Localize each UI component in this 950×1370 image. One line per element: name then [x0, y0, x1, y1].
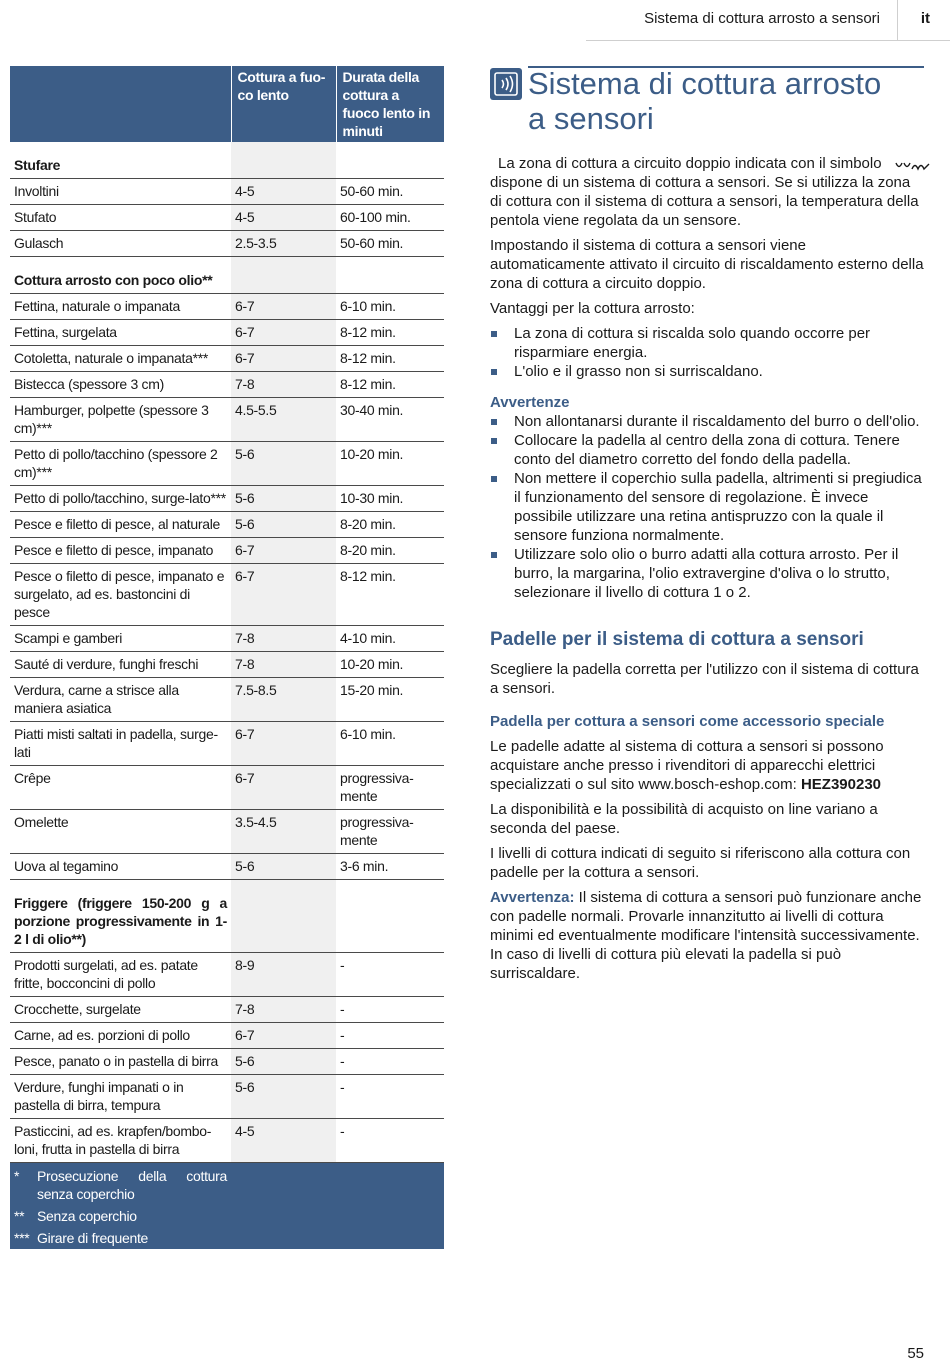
time-cell: -: [336, 1075, 444, 1119]
time-cell: 8-12 min.: [336, 320, 444, 346]
level-cell: 4-5: [231, 205, 336, 231]
table-row: [10, 652, 444, 678]
level-cell: 5-6: [231, 1049, 336, 1075]
dish-cell: Carne, ad es. porzioni di pollo: [10, 1023, 231, 1049]
level-cell: 8-9: [231, 953, 336, 997]
section-title: Sistema di cottura arrosto a sensori: [528, 66, 882, 136]
table-row: [10, 722, 444, 766]
table-row: [10, 626, 444, 652]
table-row: [10, 564, 444, 626]
level-cell: 7-8: [231, 372, 336, 398]
time-cell: 30-40 min.: [336, 398, 444, 442]
time-cell: 10-30 min.: [336, 486, 444, 512]
section-title: Stufare: [10, 142, 231, 179]
footnote-row: [10, 1227, 444, 1249]
table-section-row: [10, 142, 444, 179]
note-paragraph: Avvertenza: Il sistema di cottura a sensori può funzionare anche con padelle normali. Provarle innanzitutto ai livelli di cottura minimi ed eventualmente modificare l'intensità successivamente. In caso di livelli di cottura più elevati la padella si può surriscaldare.: [490, 889, 922, 982]
table-row: [10, 854, 444, 880]
level-cell: 4-5: [231, 1119, 336, 1163]
bullet-icon: [491, 419, 497, 425]
footnote-text: Girare di frequente: [37, 1230, 149, 1246]
sensor-cooking-icon: [490, 68, 522, 100]
time-cell: 4-10 min.: [336, 626, 444, 652]
page-number: 55: [907, 1345, 924, 1362]
table-row: [10, 442, 444, 486]
time-cell: -: [336, 953, 444, 997]
dish-cell: Pasticcini, ad es. krapfen/bombo-loni, frutta in pastella di birra: [10, 1119, 231, 1163]
table-section-row: [10, 257, 444, 294]
dish-cell: Stufato: [10, 205, 231, 231]
section-level-cell: [231, 142, 336, 179]
time-cell: 3-6 min.: [336, 854, 444, 880]
time-cell: -: [336, 1119, 444, 1163]
time-cell: 50-60 min.: [336, 231, 444, 257]
warnings-heading: Avvertenze: [490, 394, 570, 411]
dish-cell: Piatti misti saltati in padella, surge-lati: [10, 722, 231, 766]
table-row: [10, 1075, 444, 1119]
table-section-row: [10, 880, 444, 953]
list-item: Non allontanarsi durante il riscaldamento del burro o dell'olio.: [490, 412, 924, 431]
time-cell: 10-20 min.: [336, 652, 444, 678]
paragraph-automatic-circuit: Impostando il sistema di cottura a sensori viene automaticamente attivato il circuito di riscaldamento esterno della zona di cottura a circuito doppio.: [490, 237, 924, 292]
time-cell: 15-20 min.: [336, 678, 444, 722]
page-header: [0, 0, 950, 40]
accessory-code: HEZ390230: [800, 776, 882, 793]
dish-cell: Involtini: [10, 179, 231, 205]
level-cell: 6-7: [231, 320, 336, 346]
dish-cell: Petto di pollo/tacchino (spessore 2 cm)***: [10, 442, 231, 486]
table-row: [10, 1049, 444, 1075]
table-row: [10, 205, 444, 231]
table-row: [10, 953, 444, 997]
time-cell: 6-10 min.: [336, 722, 444, 766]
dual-circuit-symbol-icon: [886, 158, 922, 170]
dish-cell: Uova al tegamino: [10, 854, 231, 880]
footnote-mark: ***: [14, 1230, 30, 1246]
header-title: Sistema di cottura arrosto a sensori: [644, 10, 880, 27]
level-cell: 5-6: [231, 512, 336, 538]
section-level-cell: [231, 257, 336, 294]
level-cell: 7-8: [231, 626, 336, 652]
level-cell: 5-6: [231, 442, 336, 486]
table-row: [10, 179, 444, 205]
footnote-text: Senza coperchio: [37, 1208, 137, 1224]
table-row: [10, 372, 444, 398]
level-cell: 6-7: [231, 1023, 336, 1049]
level-cell: 7-8: [231, 997, 336, 1023]
level-cell: 7-8: [231, 652, 336, 678]
level-cell: 6-7: [231, 294, 336, 320]
dish-cell: Verdure, funghi impanati o in pastella di birra, tempura: [10, 1075, 231, 1119]
level-cell: 6-7: [231, 538, 336, 564]
level-cell: 6-7: [231, 564, 336, 626]
bullet-icon: [491, 369, 497, 375]
dish-cell: Pesce e filetto di pesce, impanato: [10, 538, 231, 564]
advantages-list: [490, 324, 924, 381]
table-row: [10, 486, 444, 512]
footnote-text: Prosecuzione della cottura senza coperchio: [37, 1168, 227, 1202]
footnote-cell: [10, 1163, 444, 1206]
dish-cell: Omelette: [10, 810, 231, 854]
content-column: [490, 66, 924, 989]
dish-cell: Prodotti surgelati, ad es. patate fritte, bocconcini di pollo: [10, 953, 231, 997]
section-level-cell: [231, 880, 336, 953]
level-cell: 3.5-4.5: [231, 810, 336, 854]
time-cell: 8-12 min.: [336, 372, 444, 398]
time-cell: 8-20 min.: [336, 512, 444, 538]
level-cell: 7.5-8.5: [231, 678, 336, 722]
warnings-list: [490, 412, 924, 602]
section-title: Cottura arrosto con poco olio**: [10, 257, 231, 294]
dish-cell: Cotoletta, naturale o impanata***: [10, 346, 231, 372]
time-cell: 8-20 min.: [336, 538, 444, 564]
cooking-table: [10, 66, 444, 1249]
table-header-row: [10, 66, 444, 142]
time-cell: -: [336, 1023, 444, 1049]
table-header-duration: Durata della cottura a fuoco lento in minuti: [336, 66, 444, 142]
level-cell: 6-7: [231, 722, 336, 766]
section-time-cell: [336, 880, 444, 953]
section-title-block: [490, 66, 924, 136]
time-cell: 50-60 min.: [336, 179, 444, 205]
header-divider: [897, 0, 898, 40]
level-cell: 2.5-3.5: [231, 231, 336, 257]
time-cell: 6-10 min.: [336, 294, 444, 320]
dish-cell: Pesce o filetto di pesce, impanato e surgelato, ad es. bastoncini di pesce: [10, 564, 231, 626]
table-row: [10, 512, 444, 538]
list-item: Non mettere il coperchio sulla padella, altrimenti si pregiudica il funzionamento del sensore di regolazione. È invece possibile utilizzare una retina antispruzzo con la quale il sensore funziona normalmente.: [490, 469, 924, 545]
time-cell: -: [336, 997, 444, 1023]
dish-cell: Verdura, carne a strisce alla maniera asiatica: [10, 678, 231, 722]
dish-cell: Fettina, surgelata: [10, 320, 231, 346]
dish-cell: Bistecca (spessore 3 cm): [10, 372, 231, 398]
time-cell: -: [336, 1049, 444, 1075]
time-cell: 10-20 min.: [336, 442, 444, 486]
section-time-cell: [336, 142, 444, 179]
section-time-cell: [336, 257, 444, 294]
level-cell: 5-6: [231, 486, 336, 512]
paragraph-choose-pan: Scegliere la padella corretta per l'utilizzo con il sistema di cottura a sensori.: [490, 661, 919, 697]
section-title: Friggere (friggere 150-200 g a porzione progressivamente in 1-2 l di olio**): [10, 880, 231, 953]
table-row: [10, 231, 444, 257]
dish-cell: Pesce e filetto di pesce, al naturale: [10, 512, 231, 538]
table-row: [10, 346, 444, 372]
footnote-row: [10, 1163, 444, 1206]
dish-cell: Scampi e gamberi: [10, 626, 231, 652]
footnote-row: [10, 1205, 444, 1227]
table-row: [10, 398, 444, 442]
table-row: [10, 810, 444, 854]
dish-cell: Hamburger, polpette (spessore 3 cm)***: [10, 398, 231, 442]
level-cell: 6-7: [231, 766, 336, 810]
paragraph-purchase: Le padelle adatte al sistema di cottura a sensori si possono acquistare anche presso i rivenditori di apparecchi elettrici specializzati o sul sito www.bosch-eshop.com: HEZ390230: [490, 738, 884, 793]
time-cell: progressiva-mente: [336, 810, 444, 854]
footnote-mark: **: [14, 1208, 25, 1224]
dish-cell: Gulasch: [10, 231, 231, 257]
table-row: [10, 320, 444, 346]
paragraph-advantages-intro: Vantaggi per la cottura arrosto:: [490, 300, 695, 317]
list-item: Collocare la padella al centro della zona di cottura. Tenere conto del diametro corretto del fondo della padella.: [490, 431, 924, 469]
dish-cell: Crêpe: [10, 766, 231, 810]
dish-cell: Sauté di verdure, funghi freschi: [10, 652, 231, 678]
table-row: [10, 1023, 444, 1049]
table-row: [10, 766, 444, 810]
table-row: [10, 1119, 444, 1163]
bullet-icon: [491, 552, 497, 558]
table-row: [10, 294, 444, 320]
dish-cell: Pesce, panato o in pastella di birra: [10, 1049, 231, 1075]
table-row: [10, 538, 444, 564]
table-header-level: Cottura a fuo- co lento: [231, 66, 336, 142]
level-cell: 5-6: [231, 1075, 336, 1119]
time-cell: 60-100 min.: [336, 205, 444, 231]
bullet-icon: [491, 438, 497, 444]
paragraph-levels: I livelli di cottura indicati di seguito si riferiscono alla cottura con padelle per la cottura a sensori.: [490, 845, 911, 881]
level-cell: 4-5: [231, 179, 336, 205]
table-row: [10, 997, 444, 1023]
time-cell: progressiva-mente: [336, 766, 444, 810]
time-cell: 8-12 min.: [336, 346, 444, 372]
time-cell: 8-12 min.: [336, 564, 444, 626]
bullet-icon: [491, 331, 497, 337]
table-row: [10, 678, 444, 722]
footnote-cell: [10, 1227, 444, 1249]
accessory-heading: Padella per cottura a sensori come accessorio speciale: [490, 713, 885, 730]
list-item: Utilizzare solo olio o burro adatti alla cottura arrosto. Per il burro, la margarina, l'olio extravergine d'oliva o lo strutto, selezionare il livello di cottura 1 o 2.: [490, 545, 924, 602]
table-header-dish: [10, 66, 231, 142]
footnote-mark: *: [14, 1168, 20, 1184]
bullet-icon: [491, 476, 497, 482]
list-item: L'olio e il grasso non si surriscaldano.: [490, 362, 924, 381]
list-item: La zona di cottura si riscalda solo quando occorre per risparmiare energia.: [490, 324, 924, 362]
dish-cell: Petto di pollo/tacchino, surge-lato***: [10, 486, 231, 512]
dish-cell: Fettina, naturale o impanata: [10, 294, 231, 320]
footnote-cell: [10, 1205, 444, 1227]
note-label: Avvertenza:: [490, 889, 575, 906]
pans-heading: Padelle per il sistema di cottura a sensori: [490, 629, 864, 650]
dish-cell: Crocchette, surgelate: [10, 997, 231, 1023]
header-language: it: [920, 10, 930, 27]
paragraph-availability: La disponibilità e la possibilità di acquisto on line variano a seconda del paese.: [490, 801, 878, 837]
level-cell: 5-6: [231, 854, 336, 880]
level-cell: 4.5-5.5: [231, 398, 336, 442]
level-cell: 6-7: [231, 346, 336, 372]
intro-paragraph: La zona di cottura a circuito doppio indicata con il simbolo dispone di un sistema di cottura a sensori. Se si utilizza la zona di cottura con il sistema di cottura a sensori, la temperatura della pentola viene regolata da un sensore.: [490, 154, 924, 230]
header-rule: [586, 40, 950, 41]
